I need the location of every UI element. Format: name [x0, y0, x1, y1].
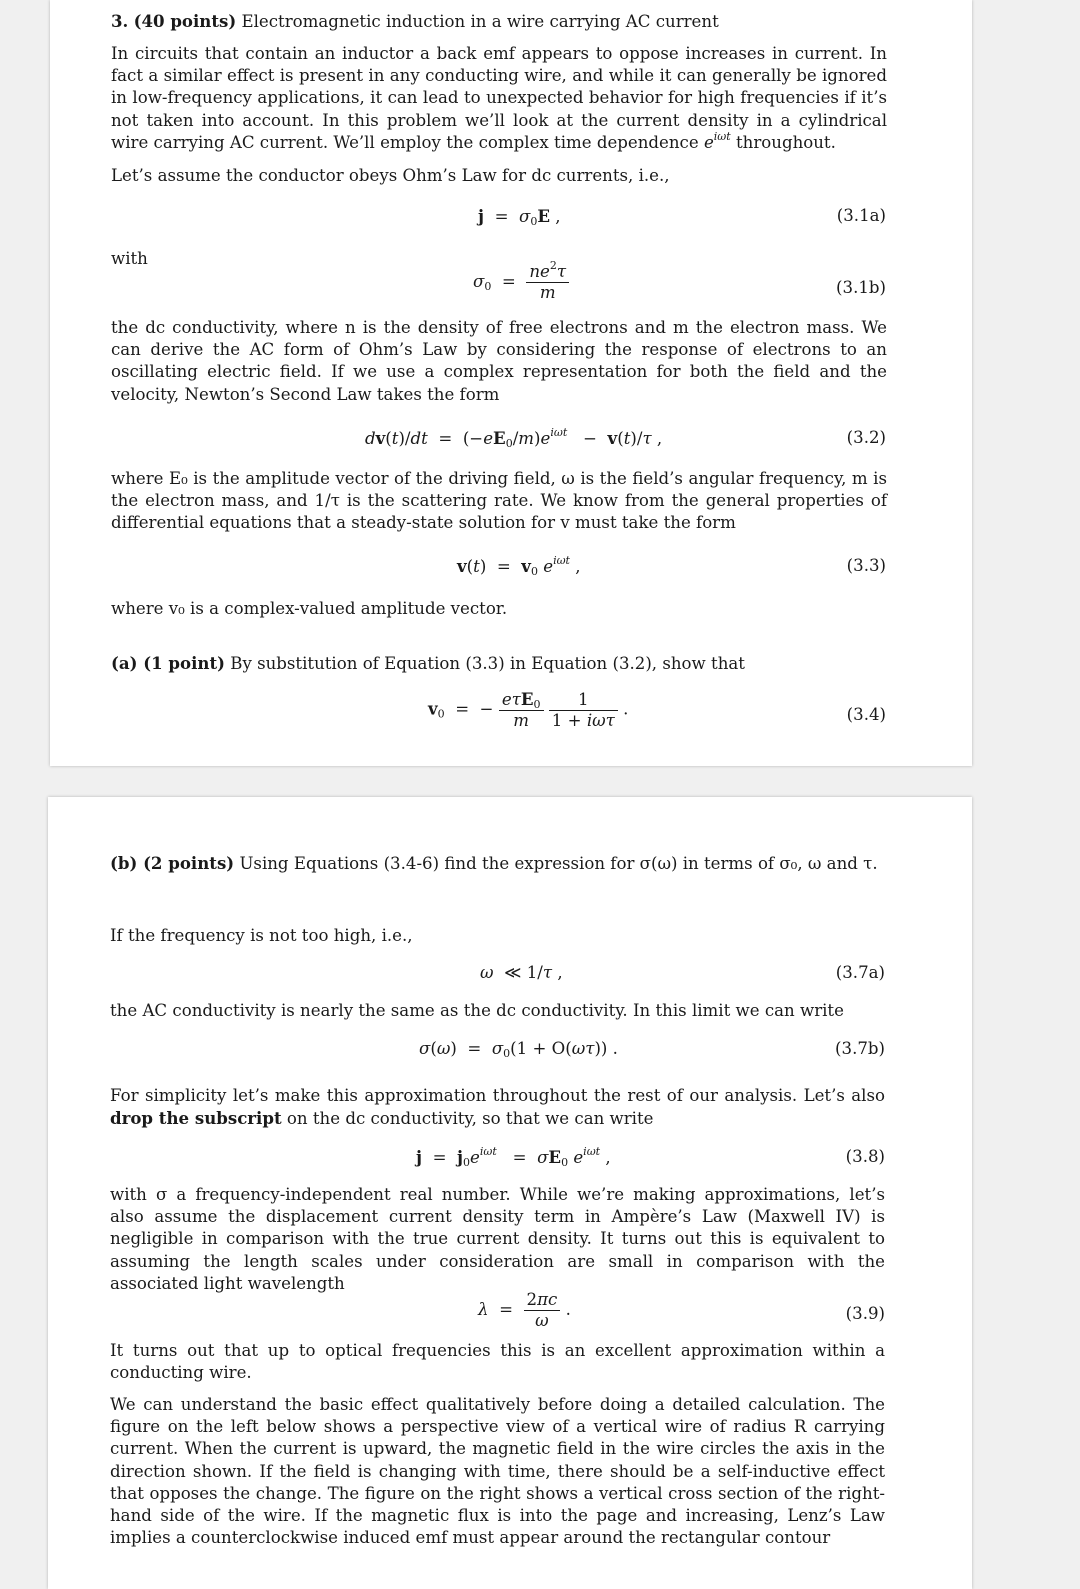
- time-dependence-math: $e^{i\omega t}$: [703, 129, 731, 152]
- equation-3-7a: ω ≪ 1/τ ,: [480, 963, 563, 982]
- qualitative-paragraph: We can understand the basic effect qualitatively before doing a detailed calculation. The figure on the left below shows a perspective view of a vertical wire of radius R carrying current. When the current is upward, the magnetic field in the wire circles the axis in the direction shown. If the field is changing with time, there should be a self-inductive effect that opposes the change. The figure on the right shows a vertical cross section of the right-hand side of the wire. If the magnetic flux is into the page and increasing, Lenz’s Law implies a counterclockwise induced emf must appear around the rectangular contour: [110, 1395, 885, 1548]
- equation-3-4-number: (3.4): [846, 705, 886, 724]
- equation-3-4: $v_0$ = − $\frac{e\tau E_0}{m}$ $\frac{1}{\text{1 + iωτ}}$ .: [428, 689, 629, 730]
- ac-conductivity-paragraph: the AC conductivity is nearly the same as the dc conductivity. In this limit we can write: [110, 1001, 844, 1020]
- problem-title: Electromagnetic induction in a wire carrying AC current: [241, 12, 719, 31]
- part-a-label: (a) (1 point): [111, 653, 225, 673]
- with-label: with: [111, 249, 148, 268]
- equation-3-1a: $j = \sigma_0E$ ,: [478, 206, 561, 228]
- equation-3-1b: $\sigma_0$ = $\frac{ne^2\tau}{m}$: [473, 262, 569, 303]
- equation-3-9: λ = $\frac{2\pi c}{\omega}$ .: [478, 1290, 571, 1330]
- intro-tail: throughout.: [735, 132, 836, 152]
- optical-paragraph: It turns out that up to optical frequencies this is an excellent approximation within a conducting wire.: [110, 1341, 885, 1383]
- equation-3-1a-number: (3.1a): [836, 206, 886, 225]
- simplicity-text-2: on the dc conductivity, so that we can write: [286, 1109, 654, 1129]
- problem-heading: [111, 10, 887, 33]
- simplicity-paragraph: [110, 1085, 885, 1130]
- part-b-label: (b) (2 points): [110, 853, 235, 873]
- equation-3-7b: $\sigma(\omega) = \sigma_0(1 + O(\omega\tau))$ .: [419, 1039, 618, 1060]
- simplicity-text-1: For simplicity let’s make this approximation throughout the rest of our analysis. Let’s also: [110, 1086, 885, 1105]
- intro-text: In circuits that contain an inductor a back emf appears to oppose increases in current. In fact a similar effect is present in any conducting wire, and while it can generally be ignored in low-frequency applications, it can lead to unexpected behavior for high frequencies if it’s not taken into account. In this problem we’ll look at the current density in a cylindrical wire carrying AC current. We’ll employ the complex time dependence: [111, 44, 887, 152]
- dc-conductivity-paragraph: the dc conductivity, where n is the density of free electrons and m the electron mass. We can derive the AC form of Ohm’s Law by considering the response of electrons to an oscillating electric field. If we use a complex representation for both the field and the velocity, Newton’s Second Law takes the form: [111, 318, 887, 404]
- where-paragraph: where E₀ is the amplitude vector of the driving field, ω is the field’s angular frequency, m is the electron mass, and 1/τ is the scattering rate. We know from the general properties of differential equations that a steady-state solution for v must take the form: [111, 469, 887, 533]
- equation-3-7b-number: (3.7b): [835, 1039, 885, 1058]
- equation-3-1b-number: (3.1b): [836, 278, 886, 297]
- part-a-text: By substitution of Equation (3.3) in Equation (3.2), show that: [230, 654, 745, 673]
- drop-subscript-emphasis: drop the subscript: [110, 1108, 282, 1129]
- part-b-text: Using Equations (3.4-6) find the expression for σ(ω) in terms of σ₀, ω and τ.: [239, 854, 878, 873]
- ohm-intro-paragraph: Let’s assume the conductor obeys Ohm’s Law for dc currents, i.e.,: [111, 166, 670, 185]
- problem-number: 3.: [111, 11, 129, 31]
- equation-3-9-number: (3.9): [845, 1304, 885, 1323]
- part-a: [111, 652, 887, 675]
- equation-3-7a-number: (3.7a): [835, 963, 885, 982]
- v0-paragraph: where v₀ is a complex-valued amplitude vector.: [111, 599, 508, 618]
- equation-3-2-number: (3.2): [846, 428, 886, 447]
- sigma-paragraph: with σ a frequency-independent real number. While we’re making approximations, let’s also assume the displacement current density term in Ampère’s Law (Maxwell IV) is negligible in comparison with the true current density. It turns out this is equivalent to assuming the length scales under consideration are small in comparison with the associated light wavelength: [110, 1185, 885, 1293]
- equation-3-3: $v(t) = v_0$ $e^{i\omega t}$ ,: [457, 554, 581, 578]
- equation-3-3-number: (3.3): [846, 556, 886, 575]
- equation-3-8: $j = j_0e^{i\omega t} = \sigma E_0$ $e^{i\omega t}$ ,: [416, 1145, 611, 1169]
- frequency-intro: If the frequency is not too high, i.e.,: [110, 926, 413, 945]
- equation-3-2: $dv(t)/dt = (-eE_0/m)e^{i\omega t} - v(t)/\tau$ ,: [365, 426, 663, 450]
- problem-points: (40 points): [133, 11, 237, 31]
- intro-paragraph: [111, 43, 887, 154]
- part-b: [110, 852, 885, 875]
- equation-3-8-number: (3.8): [845, 1147, 885, 1166]
